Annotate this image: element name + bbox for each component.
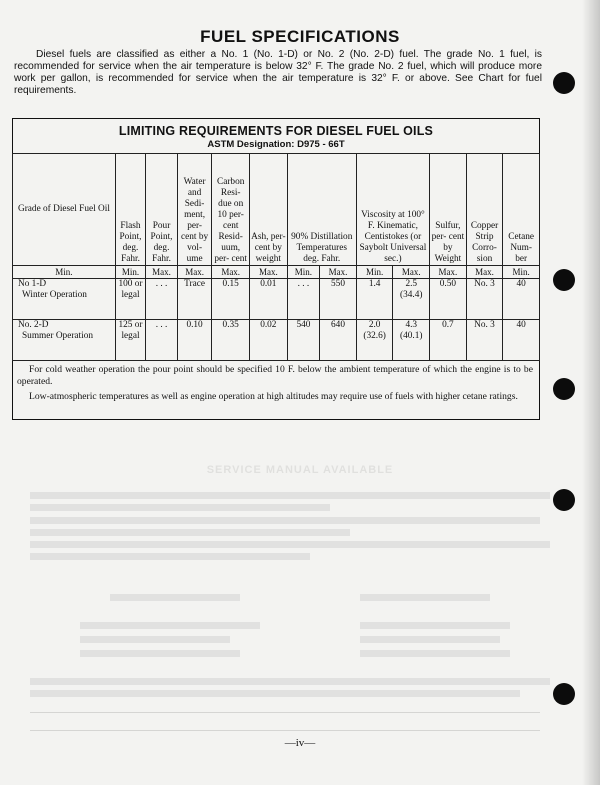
grade-name: No. 2-D <box>18 320 49 330</box>
min-max-label: Max. <box>393 266 430 279</box>
bleed-through-text <box>80 622 260 629</box>
viscosity-value: 2.5 <box>405 279 418 289</box>
min-max-label: Max. <box>212 266 250 279</box>
min-max-label: Max. <box>250 266 288 279</box>
bleed-through-text <box>30 553 310 560</box>
carbon-cell: 0.35 <box>212 320 250 361</box>
page-number: —iv— <box>284 737 316 749</box>
note-pour-point: For cold weather operation the pour point should be specified 10 F. below the ambient temperature of which the engine is to be operated. <box>17 364 533 387</box>
viscosity-value: 4.3 <box>405 320 418 330</box>
bleed-through-text <box>80 636 230 643</box>
viscosity-min-cell: 1.4 <box>356 279 393 320</box>
bleed-through-text <box>30 504 330 511</box>
water-cell: 0.10 <box>177 320 212 361</box>
note-cetane: Low-atmospheric temperatures as well as engine operation at high altitudes may require use of fuels with higher cetane ratings. <box>29 391 518 402</box>
distillation-max-cell: 640 <box>320 320 357 361</box>
bleed-through-rule <box>30 730 540 731</box>
binder-hole <box>553 683 575 705</box>
distillation-min-cell: . . . <box>287 279 320 320</box>
bleed-through-text <box>30 529 350 536</box>
intro-text: Diesel fuels are classified as either a No. 1 (No. 1-D) or No. 2 (No. 2-D) fuel. The grade No. 1 fuel, is recommended for service when the air temperature is below 32° F. The grade No. 2 fuel, which will produce more work per gallon, is recommended for service when the air temperature is 32° F. or above. See Chart for fuel requirements. <box>14 49 542 96</box>
flash-cell: 100 or legal <box>115 279 146 320</box>
fuel-requirements-table-box <box>12 118 540 420</box>
min-max-label: Min. <box>356 266 393 279</box>
bleed-through-text <box>360 650 510 657</box>
min-max-row <box>13 266 540 279</box>
table-notes <box>17 364 533 407</box>
col-header-ash: Ash, per- cent by weight <box>250 154 288 266</box>
bleed-through-text <box>80 650 240 657</box>
table-row <box>13 279 540 320</box>
cetane-cell: 40 <box>503 320 540 361</box>
min-max-label: Min. <box>13 266 116 279</box>
bleed-through-text <box>30 492 550 499</box>
bleed-through-text <box>30 678 550 685</box>
col-header-pour: Pour Point, deg. Fahr. <box>146 154 178 266</box>
binder-hole <box>553 378 575 400</box>
min-max-label: Max. <box>466 266 503 279</box>
table-title: LIMITING REQUIREMENTS FOR DIESEL FUEL OILS <box>118 124 434 138</box>
sulfur-cell: 0.50 <box>430 279 467 320</box>
col-header-flash: Flash Point, deg. Fahr. <box>115 154 146 266</box>
viscosity-value: 2.0 <box>368 320 381 330</box>
bleed-through-text <box>360 636 500 643</box>
min-max-label: Max. <box>146 266 178 279</box>
sulfur-cell: 0.7 <box>430 320 467 361</box>
binder-hole <box>553 269 575 291</box>
grade-cell <box>13 320 116 361</box>
min-max-label: Max. <box>320 266 357 279</box>
pour-cell: . . . <box>146 279 178 320</box>
col-header-grade: Grade of Diesel Fuel Oil <box>13 154 116 266</box>
min-max-label: Max. <box>430 266 467 279</box>
distillation-min-cell: 540 <box>287 320 320 361</box>
viscosity-min-cell <box>356 320 393 361</box>
saybolt-value: (32.6) <box>363 331 386 341</box>
water-cell: Trace <box>177 279 212 320</box>
bleed-through-text <box>110 594 240 601</box>
distillation-max-cell: 550 <box>320 279 357 320</box>
binder-hole <box>553 72 575 94</box>
flash-cell: 125 or legal <box>115 320 146 361</box>
ash-cell: 0.02 <box>250 320 288 361</box>
bleed-through-text <box>360 622 510 629</box>
bleed-through-text <box>30 517 540 524</box>
min-max-label: Min. <box>503 266 540 279</box>
col-header-water: Water and Sedi- ment, per- cent by vol- ume <box>177 154 212 266</box>
ash-cell: 0.01 <box>250 279 288 320</box>
min-max-label: Min. <box>287 266 320 279</box>
intro-paragraph <box>14 49 542 97</box>
col-header-sulfur: Sulfur, per- cent by Weight <box>430 154 467 266</box>
bleed-through-heading: SERVICE MANUAL AVAILABLE <box>206 464 394 476</box>
carbon-cell: 0.15 <box>212 279 250 320</box>
grade-use: Winter Operation <box>22 290 87 300</box>
grade-cell <box>13 279 116 320</box>
cetane-cell: 40 <box>503 279 540 320</box>
table-subtitle: ASTM Designation: D975 - 66T <box>207 139 345 150</box>
saybolt-value: (40.1) <box>400 331 423 341</box>
col-header-carbon: Carbon Resi- due on 10 per- cent Resid- uum, per- cent <box>212 154 250 266</box>
viscosity-max-cell <box>393 320 430 361</box>
bleed-through-rule <box>30 712 540 713</box>
pour-cell: . . . <box>146 320 178 361</box>
col-header-copper: Copper Strip Corro- sion <box>466 154 503 266</box>
binder-hole <box>553 489 575 511</box>
table-row <box>13 320 540 361</box>
col-header-viscosity: Viscosity at 100° F. Kinematic, Centistokes (or Saybolt Universal sec.) <box>356 154 429 266</box>
fuel-spec-table <box>12 153 540 361</box>
viscosity-max-cell <box>393 279 430 320</box>
col-header-cetane: Cetane Num- ber <box>503 154 540 266</box>
min-max-label: Max. <box>177 266 212 279</box>
grade-use: Summer Operation <box>22 331 94 341</box>
bleed-through-text <box>30 541 550 548</box>
saybolt-value: (34.4) <box>400 290 423 300</box>
copper-cell: No. 3 <box>466 320 503 361</box>
bleed-through-text <box>360 594 490 601</box>
bleed-through-text <box>30 690 520 697</box>
grade-name: No 1-D <box>18 279 47 289</box>
copper-cell: No. 3 <box>466 279 503 320</box>
page-title: FUEL SPECIFICATIONS <box>200 27 400 46</box>
min-max-label: Min. <box>115 266 146 279</box>
col-header-distillation: 90% Distillation Temperatures deg. Fahr. <box>287 154 356 266</box>
page-edge-shadow <box>582 0 600 785</box>
